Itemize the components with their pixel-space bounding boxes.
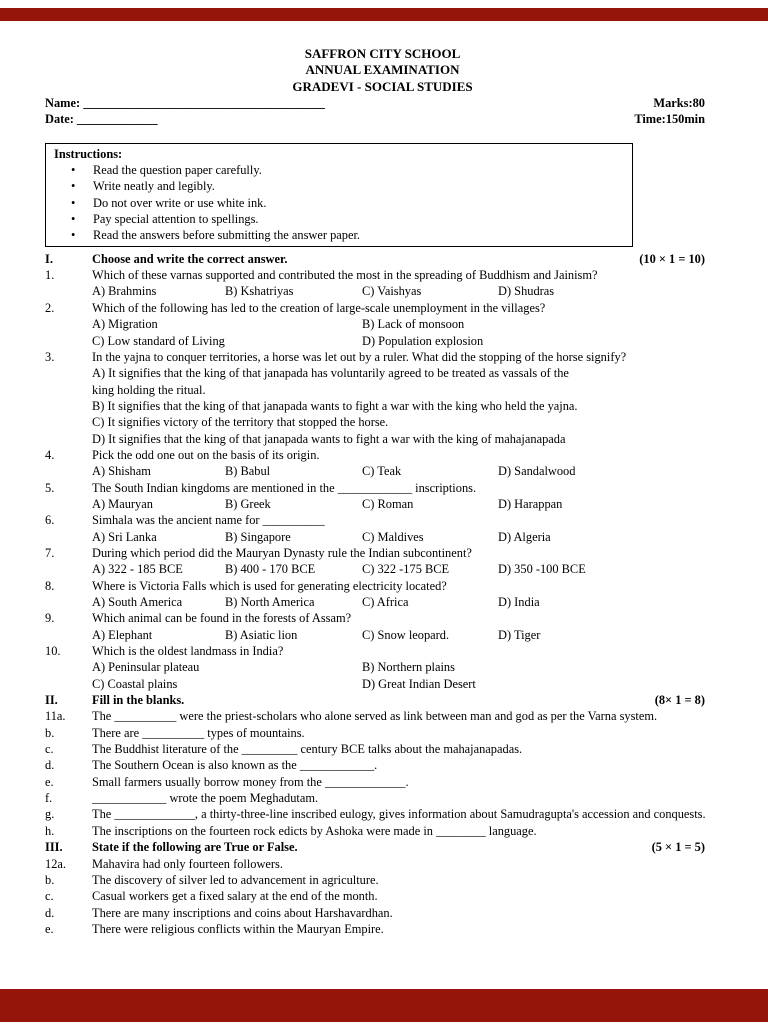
question-body [92, 480, 720, 513]
question-row [45, 905, 720, 921]
option-text: A) It signifies that the king of that janapada has voluntarily agreed to be treated as vassals of the [92, 366, 569, 381]
options-grid [92, 496, 720, 512]
question-text: The inscriptions on the fourteen rock edicts by Ashoka were made in ________ language. [92, 823, 537, 838]
question-row [45, 578, 720, 611]
option-text: A) Peninsular plateau [92, 660, 200, 675]
options-grid [92, 627, 720, 643]
option-text: C) Teak [362, 464, 402, 479]
question-text: Small farmers usually borrow money from the _____________. [92, 774, 409, 789]
question-body [92, 757, 720, 773]
question-row [45, 643, 720, 692]
option-text: D) Harappan [498, 496, 563, 511]
instruction-item [54, 195, 628, 211]
question-text: The _____________, a thirty-three-line inscribed eulogy, gives information about Samudragupta's accession and conquests. [92, 807, 706, 822]
option-text: A) Mauryan [92, 496, 153, 511]
question-body [92, 708, 720, 724]
option-text: D) Sandalwood [498, 464, 576, 479]
question-body [92, 872, 720, 888]
option-text: A) Brahmins [92, 284, 157, 299]
section-marks: (5 × 1 = 5) [651, 840, 705, 855]
instruction-text: Pay special attention to spellings. [93, 212, 259, 227]
date-field-line: Date: _____________ [45, 112, 158, 127]
viewer-bottom-banner [0, 989, 768, 1022]
question-text: Simhala was the ancient name for __________ [92, 513, 325, 528]
option-text: D) Tiger [498, 627, 541, 642]
option-text: B) Kshatriyas [225, 284, 294, 299]
option-text: C) It signifies victory of the territory that stopped the horse. [92, 415, 389, 430]
question-row [45, 806, 720, 822]
question-number: e. [45, 774, 54, 789]
question-text: Which of the following has led to the creation of large-scale unemployment in the villages? [92, 300, 546, 315]
option-text: B) It signifies that the king of that janapada wants to fight a war with the king who held the yajna. [92, 398, 578, 413]
exam-sections [45, 251, 720, 937]
option-text: C) Snow leopard. [362, 627, 450, 642]
section-marks: (8× 1 = 8) [654, 693, 705, 708]
question-text: The Southern Ocean is also known as the ____________. [92, 758, 378, 773]
instruction-item [54, 162, 628, 178]
section-title: Choose and write the correct answer. [92, 251, 288, 266]
exam-paper [45, 46, 720, 937]
question-body [92, 725, 720, 741]
section-header [45, 692, 720, 708]
question-row [45, 447, 720, 480]
question-number: 11a. [45, 709, 66, 724]
instructions-list [54, 162, 628, 244]
question-body [92, 349, 720, 447]
question-text: Where is Victoria Falls which is used for generating electricity located? [92, 578, 447, 593]
option-text: D) 350 -100 BCE [498, 562, 586, 577]
question-body [92, 806, 720, 822]
question-body [92, 610, 720, 643]
options-grid [92, 594, 720, 610]
question-row [45, 512, 720, 545]
section-title-row [92, 839, 720, 855]
option-text: D) India [498, 595, 540, 609]
exam-title: ANNUAL EXAMINATION [305, 62, 460, 78]
question-number: 7. [45, 545, 55, 560]
instruction-text: Read the question paper carefully. [93, 163, 262, 178]
question-number: f. [45, 791, 53, 806]
question-body [92, 856, 720, 872]
question-number: 6. [45, 513, 55, 528]
section-number: III. [45, 840, 63, 855]
question-row [45, 708, 720, 724]
question-text: There were religious conflicts within the Mauryan Empire. [92, 921, 384, 936]
question-number: 3. [45, 349, 55, 364]
section-number: II. [45, 693, 58, 708]
instruction-text: Do not over write or use white ink. [93, 195, 267, 210]
option-text: A) Shisham [92, 464, 151, 479]
section-title-row [92, 692, 720, 708]
question-row [45, 349, 720, 447]
option-text: A) Elephant [92, 627, 153, 642]
option-text: A) Migration [92, 317, 158, 332]
instruction-text: Read the answers before submitting the answer paper. [93, 228, 361, 243]
question-number: g. [45, 807, 55, 822]
question-text: The Buddhist literature of the _________ century BCE talks about the mahajanapadas. [92, 742, 523, 757]
option-text: D) Great Indian Desert [362, 676, 476, 691]
instructions-box [45, 143, 633, 247]
question-row [45, 300, 720, 349]
section-header [45, 839, 720, 855]
question-text: The discovery of silver led to advancement in agriculture. [92, 872, 379, 887]
section-title: State if the following are True or False. [92, 840, 298, 855]
question-number: e. [45, 921, 54, 936]
option-text: C) Africa [362, 595, 409, 609]
question-body [92, 774, 720, 790]
option-text: B) Greek [225, 496, 271, 511]
option-text: C) Maldives [362, 529, 424, 544]
bullet-marker: • [71, 179, 76, 194]
question-row [45, 480, 720, 513]
option-text: D) It signifies that the king of that janapada wants to fight a war with the king of mahajanapada [92, 431, 566, 446]
option-text: A) Sri Lanka [92, 529, 157, 544]
viewer-top-banner [0, 8, 768, 21]
school-name: SAFFRON CITY SCHOOL [304, 46, 461, 61]
question-text: Which is the oldest landmass in India? [92, 644, 284, 659]
question-body [92, 888, 720, 904]
question-body [92, 267, 720, 300]
question-text: Which of these varnas supported and contributed the most in the spreading of Buddhism and Jainism? [92, 268, 598, 283]
question-number: c. [45, 742, 54, 757]
question-text: There are __________ types of mountains. [92, 725, 305, 740]
option-text: C) Vaishyas [362, 284, 422, 299]
question-text: In the yajna to conquer territories, a horse was let out by a ruler. What did the stopping of the horse signify? [92, 349, 627, 364]
option-text: B) Babul [225, 464, 271, 479]
question-body [92, 790, 720, 806]
section-title: Fill in the blanks. [92, 693, 185, 708]
question-body [92, 578, 720, 611]
question-number: d. [45, 905, 55, 920]
instruction-item [54, 178, 628, 194]
bullet-marker: • [71, 195, 76, 210]
options-grid [92, 283, 720, 299]
question-number: 4. [45, 447, 55, 462]
options-grid [92, 463, 720, 479]
question-body [92, 512, 720, 545]
question-body [92, 905, 720, 921]
bullet-marker: • [71, 212, 76, 227]
question-text: Casual workers get a fixed salary at the end of the month. [92, 889, 378, 904]
date-time-row [45, 111, 720, 127]
question-text: During which period did the Mauryan Dynasty rule the Indian subcontinent? [92, 545, 472, 560]
question-row [45, 823, 720, 839]
question-text: The South Indian kingdoms are mentioned in the ____________ inscriptions. [92, 480, 477, 495]
marks-label: Marks:80 [653, 96, 705, 111]
question-body [92, 823, 720, 839]
question-body [92, 741, 720, 757]
question-text: The __________ were the priest-scholars who alone served as link between man and god as per the Varna system. [92, 709, 658, 724]
question-row [45, 545, 720, 578]
question-row [45, 856, 720, 872]
question-body [92, 921, 720, 937]
question-row [45, 741, 720, 757]
option-text: D) Population explosion [362, 333, 484, 348]
question-number: 1. [45, 268, 55, 283]
section-number: I. [45, 251, 53, 266]
question-row [45, 888, 720, 904]
question-number: 9. [45, 611, 55, 626]
options-grid [92, 659, 720, 692]
question-row [45, 267, 720, 300]
question-row [45, 774, 720, 790]
option-text: B) Singapore [225, 529, 291, 544]
option-text: C) 322 -175 BCE [362, 562, 450, 577]
instruction-text: Write neatly and legibly. [93, 179, 215, 194]
name-marks-row [45, 95, 720, 111]
question-text: There are many inscriptions and coins about Harshavardhan. [92, 905, 393, 920]
option-text: A) 322 - 185 BCE [92, 562, 183, 577]
question-number: 5. [45, 480, 55, 495]
time-label: Time:150min [634, 112, 705, 127]
option-text: king holding the ritual. [92, 382, 206, 397]
question-body [92, 447, 720, 480]
bullet-marker: • [71, 163, 76, 178]
option-text: B) Asiatic lion [225, 627, 298, 642]
question-text: ____________ wrote the poem Meghadutam. [92, 791, 319, 806]
option-text: B) North America [225, 595, 315, 609]
section-header [45, 251, 720, 267]
question-body [92, 643, 720, 692]
section-title-row [92, 251, 720, 267]
instructions-title: Instructions: [54, 146, 123, 161]
question-row [45, 921, 720, 937]
option-text: D) Algeria [498, 529, 551, 544]
option-text: B) Lack of monsoon [362, 317, 465, 332]
bullet-marker: • [71, 228, 76, 243]
question-number: d. [45, 758, 55, 773]
instruction-item [54, 227, 628, 243]
question-number: 10. [45, 644, 61, 659]
question-body [92, 545, 720, 578]
option-text: B) 400 - 170 BCE [225, 562, 316, 577]
option-text: D) Shudras [498, 284, 555, 299]
options-grid [92, 561, 720, 577]
options-grid [92, 529, 720, 545]
option-text: C) Coastal plains [92, 676, 178, 691]
question-row [45, 790, 720, 806]
section-marks: (10 × 1 = 10) [639, 251, 705, 266]
option-text: A) South America [92, 595, 183, 609]
question-number: b. [45, 725, 55, 740]
instruction-item [54, 211, 628, 227]
question-row [45, 757, 720, 773]
option-text: C) Roman [362, 496, 414, 511]
options-grid [92, 316, 720, 349]
question-text: Pick the odd one out on the basis of its origin. [92, 447, 320, 462]
question-number: c. [45, 889, 54, 904]
question-text: Mahavira had only fourteen followers. [92, 856, 283, 871]
question-number: 8. [45, 578, 55, 593]
question-row [45, 610, 720, 643]
question-number: h. [45, 823, 55, 838]
question-row [45, 725, 720, 741]
question-row [45, 872, 720, 888]
name-field-line: Name: _______________________________________ [45, 96, 325, 111]
question-number: 12a. [45, 856, 66, 871]
question-number: 2. [45, 300, 55, 315]
grade-subject: GRADEVI - SOCIAL STUDIES [292, 78, 473, 94]
option-text: C) Low standard of Living [92, 333, 225, 348]
option-text: B) Northern plains [362, 660, 455, 675]
question-body [92, 300, 720, 349]
question-number: b. [45, 872, 55, 887]
question-text: Which animal can be found in the forests of Assam? [92, 611, 352, 626]
